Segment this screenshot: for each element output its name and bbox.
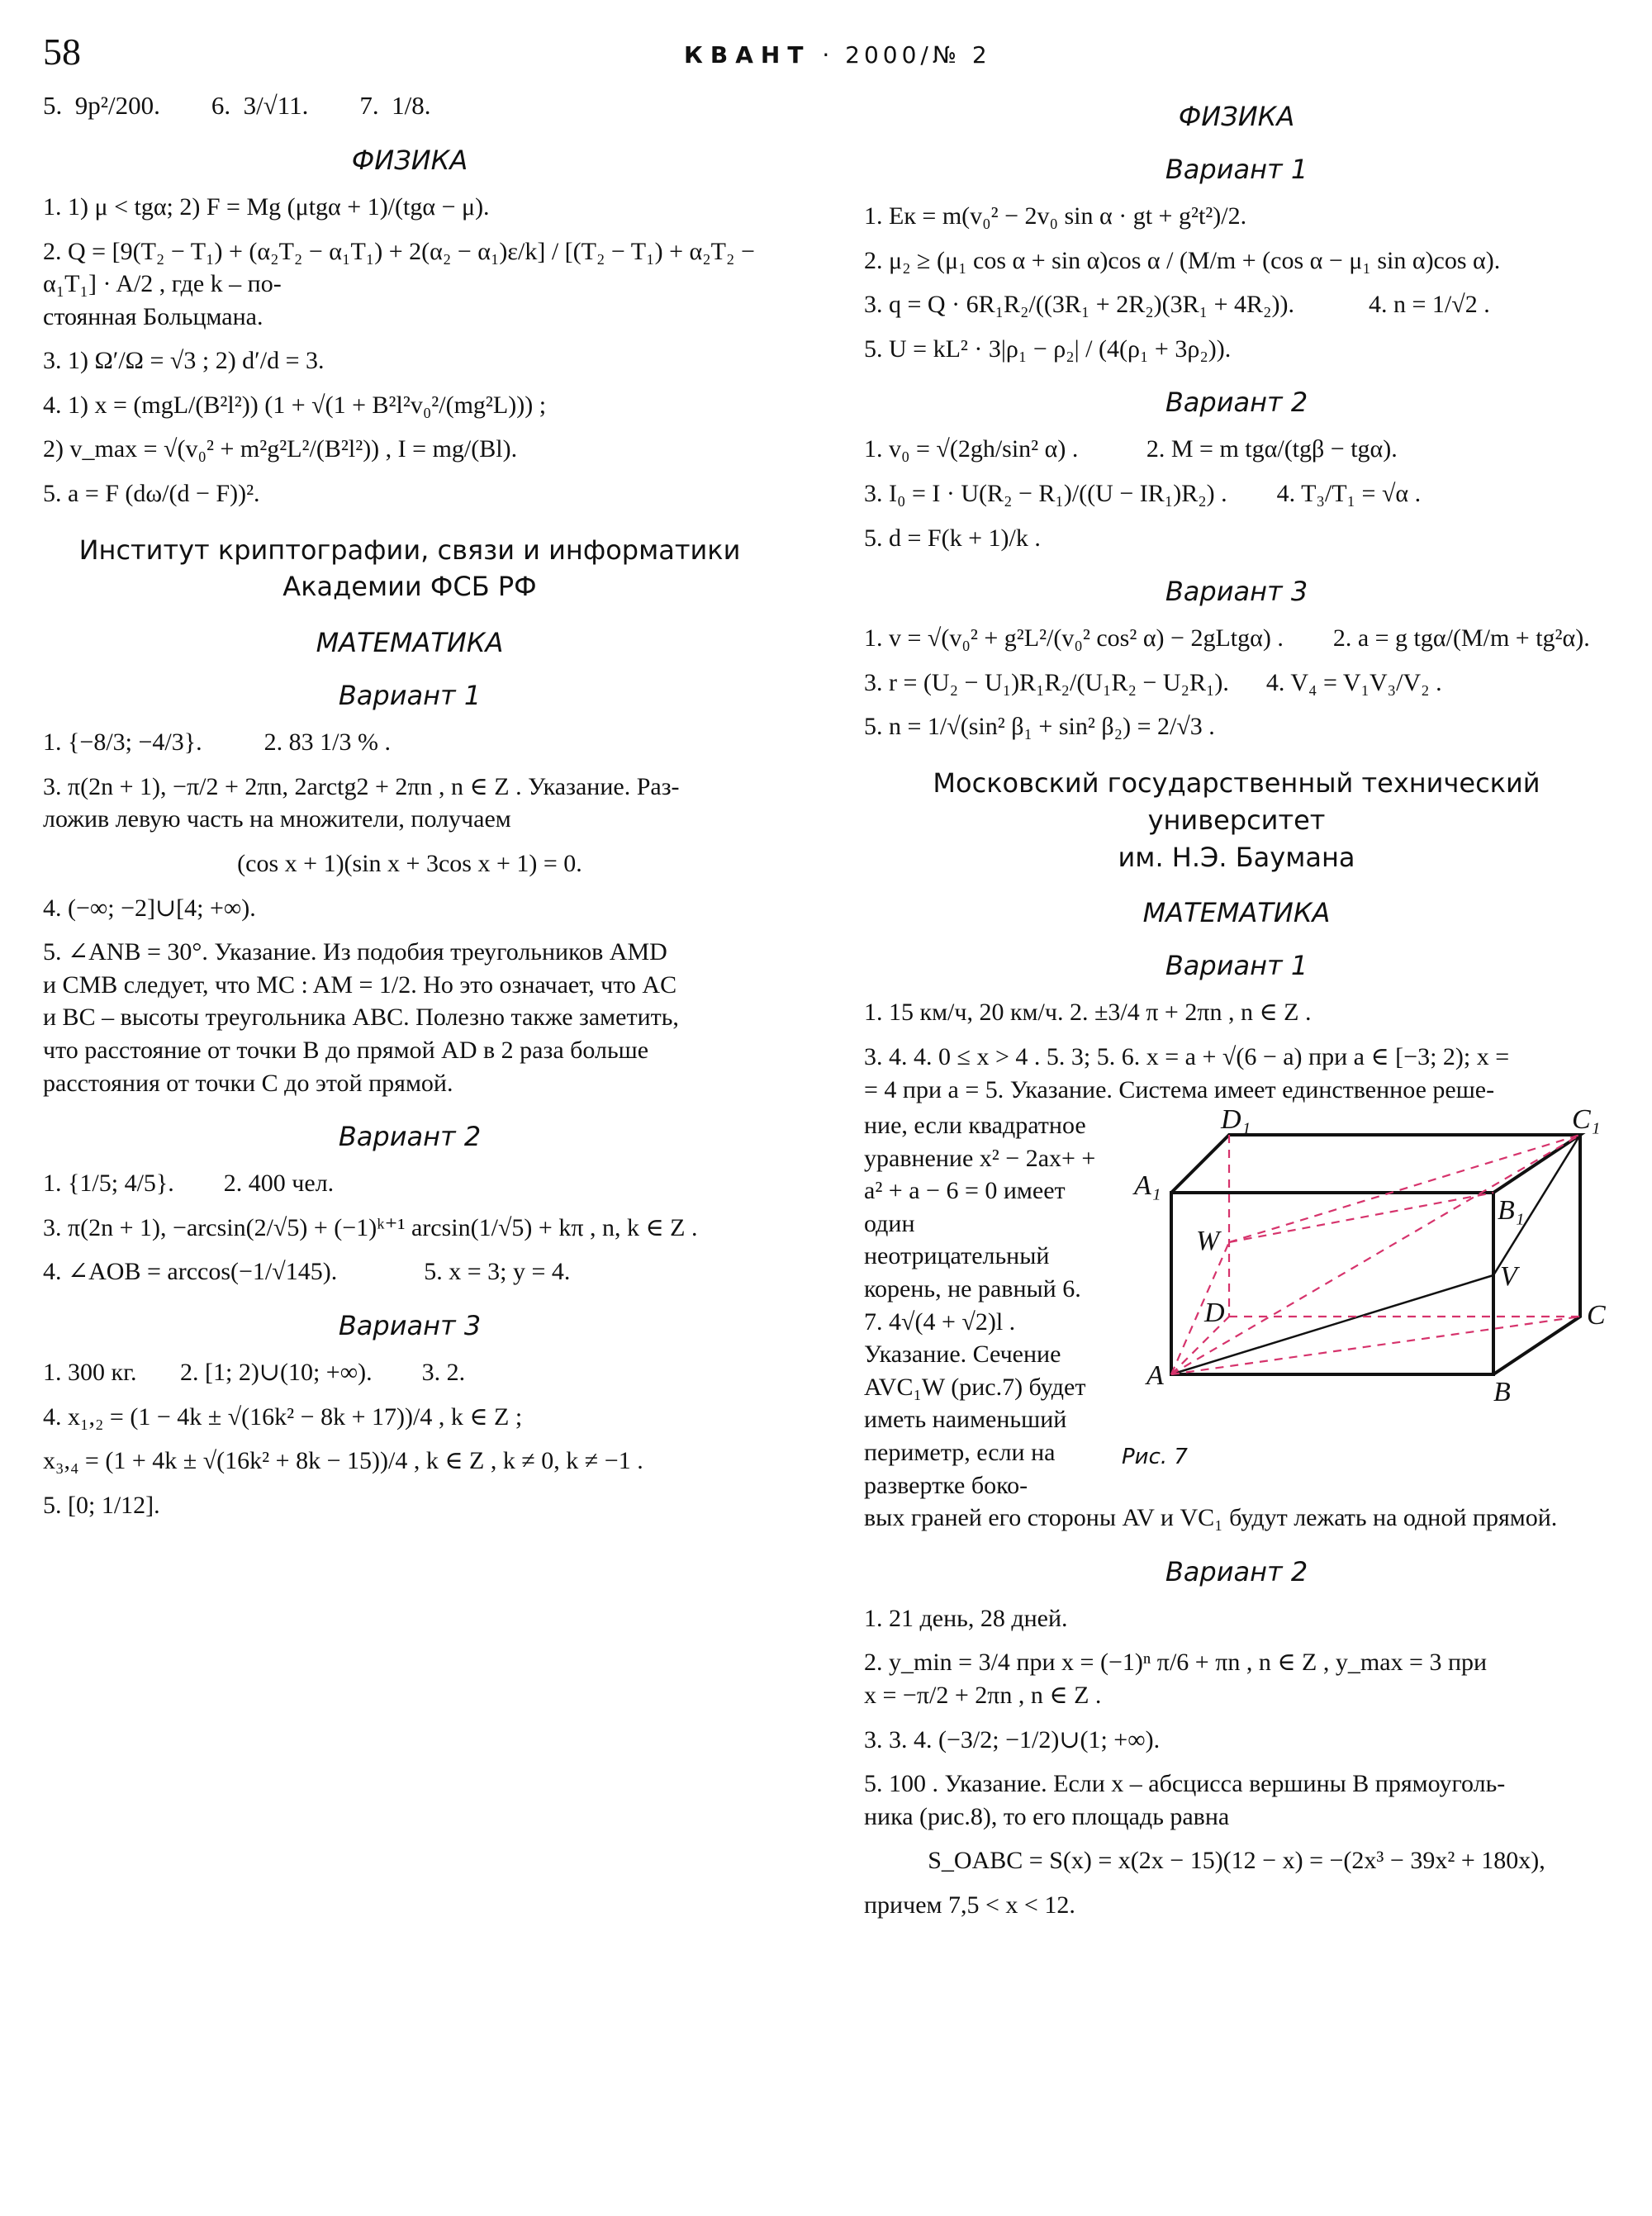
variant-title: Вариант 2: [1165, 1555, 1308, 1587]
answer-line: 5. a = F (dω/(d − F))².: [43, 480, 260, 508]
answer-line: x₃,₄ = (1 + 4k ± √(16k² + 8k − 15))/4 , k ∈ Z , k ≠ 0, k ≠ −1 .: [43, 1447, 643, 1475]
institution-affiliation: Академии ФСБ РФ: [282, 571, 537, 603]
answer-wrap-text: ние, если квадратное уравнение x² − 2ax+ + a² + a − 6 = 0 имеет один неотрицательный корень, не равный 6.: [864, 1112, 1102, 1303]
institution-name: Московский государственный технический университет: [933, 766, 1540, 836]
answer-line: расстояния от точки C до этой прямой.: [43, 1069, 453, 1097]
right-column: [864, 89, 1609, 1934]
answer-line: ложив левую часть на множители, получаем: [43, 805, 511, 833]
answer-line: и CMB следует, что MC : AM = 1/2. Но это означает, что AC: [43, 970, 677, 999]
page-number: 58: [43, 31, 81, 73]
answer-line: 3. I₀ = I · U(R₂ − R₁)/((U − IR₁)R₂) . 4. T₃/T₁ = √α .: [864, 479, 1422, 507]
answer-line: 4. 1) x = (mgL/(B²l²)) (1 + √(1 + B²l²v₀²/(mg²L))) ;: [43, 391, 547, 419]
answer-line: x = −π/2 + 2πn , n ∈ Z .: [864, 1682, 1102, 1710]
dashed-wc1: [1229, 1135, 1580, 1242]
answer-line: 5. U = kL² · 3|ρ₁ − ρ₂| / (4(ρ₁ + 3ρ₂)).: [864, 335, 1232, 363]
institution-affiliation: им. Н.Э. Баумана: [1118, 841, 1355, 873]
box-front-face: [1171, 1193, 1493, 1374]
answer-line: 3. π(2n + 1), −π/2 + 2πn, 2arctg2 + 2πn , n ∈ Z . Указание. Раз-: [43, 772, 680, 800]
answer-line: 1. 1) μ < tgα; 2) F = Mg (μtgα + 1)/(tgα − μ).: [43, 192, 490, 221]
institution-name: Институт криптографии, связи и информатики: [78, 534, 741, 566]
label-w: W: [1196, 1226, 1220, 1257]
institution-title: [43, 532, 776, 606]
answer-line: 4. (−∞; −2]∪[4; +∞).: [43, 894, 256, 922]
dashed-ac: [1171, 1317, 1580, 1374]
answer-line: 1. v = √(v₀² + g²L²/(v₀² cos² α) − 2gLtgα) . 2. a = g tgα/(M/m + tg²α).: [864, 624, 1590, 652]
answer-line: 1. v₀ = √(2gh/sin² α) . 2. M = m tgα/(tgβ − tgα).: [864, 435, 1398, 463]
answer-line: 3. 3. 4. (−3/2; −1/2)∪(1; +∞).: [864, 1725, 1161, 1753]
label-b1: B₁: [1498, 1195, 1525, 1227]
variant-title: Вариант 1: [1165, 950, 1308, 982]
running-header: [684, 41, 991, 69]
variant-title: Вариант 2: [1165, 387, 1308, 419]
answer-line: 3. 1) Ω′/Ω = √3 ; 2) d′/d = 3.: [43, 347, 325, 375]
answer-line: 5. n = 1/√(sin² β₁ + sin² β₂) = 2/√3 .: [864, 713, 1215, 741]
answer-line: 5. d = F(k + 1)/k .: [864, 524, 1041, 552]
label-d: D: [1204, 1298, 1225, 1329]
variant-title: Вариант 1: [338, 680, 482, 712]
answer-line: 1. 300 кг. 2. [1; 2)∪(10; +∞). 3. 2.: [43, 1358, 466, 1386]
answer-line: 5. [0; 1/12].: [43, 1491, 160, 1519]
figure-caption: Рис. 7: [1122, 1445, 1188, 1470]
answer-line: 1. {−8/3; −4/3}. 2. 83 1/3 % .: [43, 728, 391, 757]
box-diagram-svg: [1122, 1114, 1609, 1445]
journal-name: КВАНТ: [684, 41, 811, 69]
left-column: [43, 89, 776, 1533]
section-title-physics: ФИЗИКА: [1178, 101, 1295, 132]
variant-title: Вариант 3: [1165, 576, 1308, 608]
variant-title: Вариант 3: [338, 1309, 482, 1341]
answer-line: 2. y_min = 3/4 при x = (−1)ⁿ π/6 + πn , n ∈ Z , y_max = 3 при: [864, 1649, 1488, 1677]
answer-equation: (cos x + 1)(sin x + 3cos x + 1) = 0.: [237, 850, 582, 878]
prev-answers: 5. 9p²/200. 6. 3/√11. 7. 1/8.: [43, 91, 431, 120]
answer-line: и BC – высоты треугольника ABC. Полезно также заметить,: [43, 1004, 679, 1032]
section-title-physics: ФИЗИКА: [351, 144, 468, 176]
answer-line: вых граней его стороны AV и VC₁ будут лежать на одной прямой.: [864, 1504, 1558, 1532]
section-title-math: МАТЕМАТИКА: [1142, 897, 1331, 929]
section-title-math: МАТЕМАТИКА: [316, 627, 504, 659]
answer-line: ника (рис.8), то его площадь равна: [864, 1802, 1230, 1830]
label-v: V: [1500, 1261, 1517, 1293]
label-a1: A₁: [1134, 1170, 1161, 1202]
answer-line: 3. π(2n + 1), −arcsin(2/√5) + (−1)ᵏ⁺¹ arcsin(1/√5) + kπ , n, k ∈ Z .: [43, 1213, 698, 1241]
answer-line: 1. {1/5; 4/5}. 2. 400 чел.: [43, 1170, 335, 1198]
label-c: C: [1587, 1300, 1606, 1331]
answer-line: 3. 4. 4. 0 ≤ x > 4 . 5. 3; 5. 6. x = a + √(6 − a) при a ∈ [−3; 2); x =: [864, 1042, 1510, 1070]
answer-line: 2) v_max = √(v₀² + m²g²L²/(B²l²)) , I = mg/(Bl).: [43, 435, 518, 463]
answer-line: 2. μ₂ ≥ (μ₁ cos α + sin α)cos α / (M/m + (cos α − μ₁ sin α)cos α).: [864, 246, 1501, 274]
answer-line: 3. r = (U₂ − U₁)R₁R₂/(U₁R₂ − U₂R₁). 4. V₄ = V₁V₃/V₂ .: [864, 668, 1442, 696]
figure-7-box-diagram: [1122, 1104, 1609, 1470]
answer-equation: S_OABC = S(x) = x(2x − 15)(12 − x) = −(2x³ − 39x² + 180x),: [928, 1847, 1545, 1875]
answer-line: 2. Q = [9(T₂ − T₁) + (α₂T₂ − α₁T₁) + 2(α₂ − α₁)ε/k] / [(T₂ − T₁) + α₂T₂ − α₁T₁] · A/2 , где k – по-: [43, 237, 762, 298]
label-a: A: [1146, 1360, 1164, 1392]
dashed-wb1: [1229, 1193, 1493, 1242]
answer-line: = 4 при a = 5. Указание. Система имеет единственное реше-: [864, 1075, 1495, 1103]
answer-line: 5. ∠ANB = 30°. Указание. Из подобия треугольников AMD: [43, 938, 667, 966]
answer-line: 1. 15 км/ч, 20 км/ч. 2. ±3/4 π + 2πn , n ∈ Z .: [864, 999, 1312, 1027]
label-c1: C₁: [1572, 1104, 1601, 1136]
label-d1: D₁: [1221, 1104, 1251, 1136]
answer-line: 5. 100 . Указание. Если x – абсцисса вершины B прямоуголь-: [864, 1770, 1506, 1798]
answer-line: причем 7,5 < x < 12.: [864, 1891, 1075, 1919]
box-top-edges: [1171, 1135, 1580, 1193]
answer-line: 3. q = Q · 6R₁R₂/((3R₁ + 2R₂)(3R₁ + 4R₂)). 4. n = 1/√2 .: [864, 291, 1490, 319]
dashed-ac1: [1171, 1135, 1580, 1374]
answer-wrap-text: 7. 4√(4 + √2)l . Указание. Сечение AVC₁W (рис.7) будет иметь наименьший периметр, если на развертке боко-: [864, 1307, 1092, 1499]
answer-line: стоянная Больцмана.: [43, 302, 263, 330]
variant-title: Вариант 2: [338, 1121, 482, 1153]
variant-title: Вариант 1: [1165, 154, 1308, 185]
answer-line: 4. x₁,₂ = (1 − 4k ± √(16k² − 8k + 17))/4 , k ∈ Z ;: [43, 1402, 523, 1431]
answer-line: что расстояние от точки B до прямой AD в 2 раза больше: [43, 1037, 649, 1064]
answer-line: 1. Eк = m(v₀² − 2v₀ sin α · gt + g²t²)/2.: [864, 202, 1247, 230]
issue-label: · 2000/№ 2: [822, 41, 991, 69]
label-b: B: [1493, 1377, 1511, 1408]
answer-line: 1. 21 день, 28 дней.: [864, 1604, 1068, 1632]
answer-line: 4. ∠AOB = arccos(−1/√145). 5. x = 3; y = 4.: [43, 1258, 571, 1286]
institution-title: [864, 765, 1609, 875]
